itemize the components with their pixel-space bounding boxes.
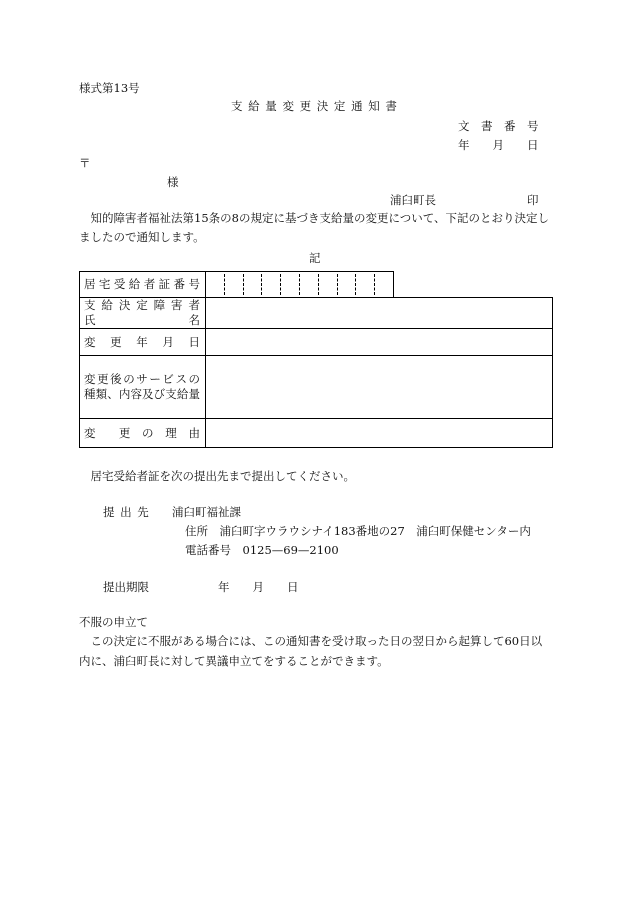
label-glyph: 、 [107, 387, 119, 401]
cert-number-label [84, 277, 200, 292]
label-glyph: 定 [136, 298, 148, 312]
label-glyph: 容 [130, 387, 142, 401]
label-glyph [175, 335, 187, 350]
label-glyph: 種 [84, 387, 96, 401]
service-details-label-line-1 [84, 372, 200, 387]
objection-paragraph-line-2: 内に、浦臼町長に対して異議申立てをすることができます。 [79, 654, 389, 668]
cert-number-digit-cell [355, 274, 374, 295]
label-glyph [144, 313, 156, 328]
label-glyph [130, 426, 142, 441]
label-glyph: 支 [165, 387, 177, 401]
label-glyph: 由 [188, 425, 200, 440]
issue-date-label: 年 月 日 [458, 138, 539, 152]
label-glyph: ビ [162, 372, 174, 386]
label-glyph: 受 [113, 277, 126, 291]
cert-number-digits [206, 272, 393, 297]
label-glyph: 宅 [98, 277, 111, 291]
label-glyph [99, 313, 111, 328]
recipient-honorific: 様 [167, 175, 179, 189]
document-number-label: 文 書 番 号 [458, 119, 539, 133]
label-glyph: 給 [176, 387, 189, 401]
label-glyph: 支 [84, 298, 96, 312]
label-glyph: び [153, 387, 166, 401]
postal-code-mark: 〒 [79, 156, 91, 170]
cert-number-digit-cell [318, 274, 337, 295]
label-glyph [114, 313, 126, 328]
cert-number-digit-cell [299, 274, 318, 295]
label-glyph [123, 335, 135, 350]
label-glyph: ー [149, 372, 161, 386]
destination-name: 浦臼町福祉課 [172, 505, 241, 519]
label-glyph: 更 [97, 372, 109, 386]
submission-instruction: 居宅受給者証を次の提出先まで提出してください。 [90, 469, 355, 483]
label-glyph: 類 [95, 387, 108, 401]
form-number: 様式第13号 [79, 81, 140, 95]
cert-number-digit-cell [261, 274, 280, 295]
label-glyph: 号 [188, 277, 200, 291]
cert-number-digit-cell [243, 274, 262, 295]
label-glyph: 及 [142, 387, 154, 401]
label-glyph: 決 [118, 298, 131, 312]
label-glyph: 者 [188, 298, 200, 312]
label-glyph: の [188, 372, 200, 386]
intro-paragraph-line-2: ましたので通知します。 [79, 230, 205, 244]
label-glyph: 名 [188, 313, 200, 327]
label-glyph: 給 [101, 298, 113, 312]
recipient-name-label-cell [80, 298, 206, 328]
cert-number-row [79, 271, 394, 298]
label-glyph [107, 426, 119, 441]
label-glyph: 変 [84, 334, 96, 349]
destination-phone: 電話番号 0125—69—2100 [185, 543, 339, 557]
service-details-row [79, 355, 553, 419]
label-glyph: 更 [110, 334, 122, 349]
change-reason-label-cell [80, 419, 206, 447]
change-date-label-cell [80, 329, 206, 355]
label-glyph: 障 [153, 298, 166, 312]
label-glyph: 居 [84, 277, 96, 291]
cert-number-digit-cell [337, 274, 356, 295]
service-details-label-line-2 [84, 387, 200, 402]
label-glyph: 年 [136, 334, 148, 349]
change-date-label [84, 335, 200, 350]
change-reason-label [84, 426, 200, 441]
label-glyph [129, 313, 141, 328]
intro-paragraph-line-1: 知的障害者福祉法第15条の8の規定に基づき支給量の変更について、下記のとおり決定し [90, 211, 549, 225]
document-title: 支 給 量 変 更 決 定 通 知 書 [231, 99, 398, 113]
label-glyph: ス [175, 372, 187, 386]
label-glyph: サ [136, 372, 148, 386]
label-glyph: 後 [110, 372, 122, 386]
label-glyph [96, 426, 108, 441]
objection-heading: 不服の申立て [79, 615, 148, 629]
label-glyph: 害 [171, 298, 183, 312]
label-glyph: 量 [188, 387, 200, 401]
label-glyph: 番 [173, 277, 186, 291]
label-glyph: 氏 [84, 313, 96, 327]
label-glyph: の [123, 372, 135, 386]
label-glyph: の [142, 425, 154, 440]
cert-number-digit-cell [374, 274, 393, 295]
ki-heading: 記 [309, 251, 321, 265]
recipient-name-label-line-1 [84, 298, 200, 313]
destination-label: 提 出 先 [103, 505, 150, 519]
cert-number-label-cell [80, 272, 206, 297]
cert-number-digit-cell [224, 274, 243, 295]
label-glyph [97, 335, 109, 350]
objection-paragraph-line-1: この決定に不服がある場合には、この通知書を受け取った日の翌日から起算して60日以 [90, 634, 543, 648]
label-glyph: 給 [128, 277, 141, 291]
label-glyph [177, 426, 189, 441]
label-glyph [154, 426, 166, 441]
recipient-name-label-line-2 [84, 313, 200, 328]
cert-number-digit-cell [280, 274, 299, 295]
label-glyph [174, 313, 186, 328]
change-reason-row [79, 418, 553, 448]
label-glyph: 理 [165, 425, 177, 440]
deadline-date: 年 月 日 [218, 580, 299, 594]
cert-number-digit-cell [206, 274, 224, 295]
label-glyph: 月 [162, 334, 174, 349]
deadline-label: 提出期限 [103, 580, 149, 594]
destination-address: 住所 浦臼町字ウラウシナイ183番地の27 浦臼町保健センター内 [185, 524, 531, 538]
service-details-label-cell [80, 356, 206, 418]
label-glyph: 者 [143, 277, 156, 291]
label-glyph: 日 [188, 334, 200, 349]
label-glyph: 内 [118, 387, 131, 401]
label-glyph: 変 [84, 425, 96, 440]
issuer-name: 浦臼町長 [390, 193, 436, 207]
label-glyph: 更 [118, 425, 131, 440]
label-glyph: 証 [158, 277, 171, 291]
recipient-name-row [79, 297, 553, 329]
label-glyph: 変 [84, 372, 96, 386]
seal-mark: 印 [527, 193, 539, 207]
change-date-row [79, 328, 553, 356]
label-glyph [159, 313, 171, 328]
label-glyph [149, 335, 161, 350]
